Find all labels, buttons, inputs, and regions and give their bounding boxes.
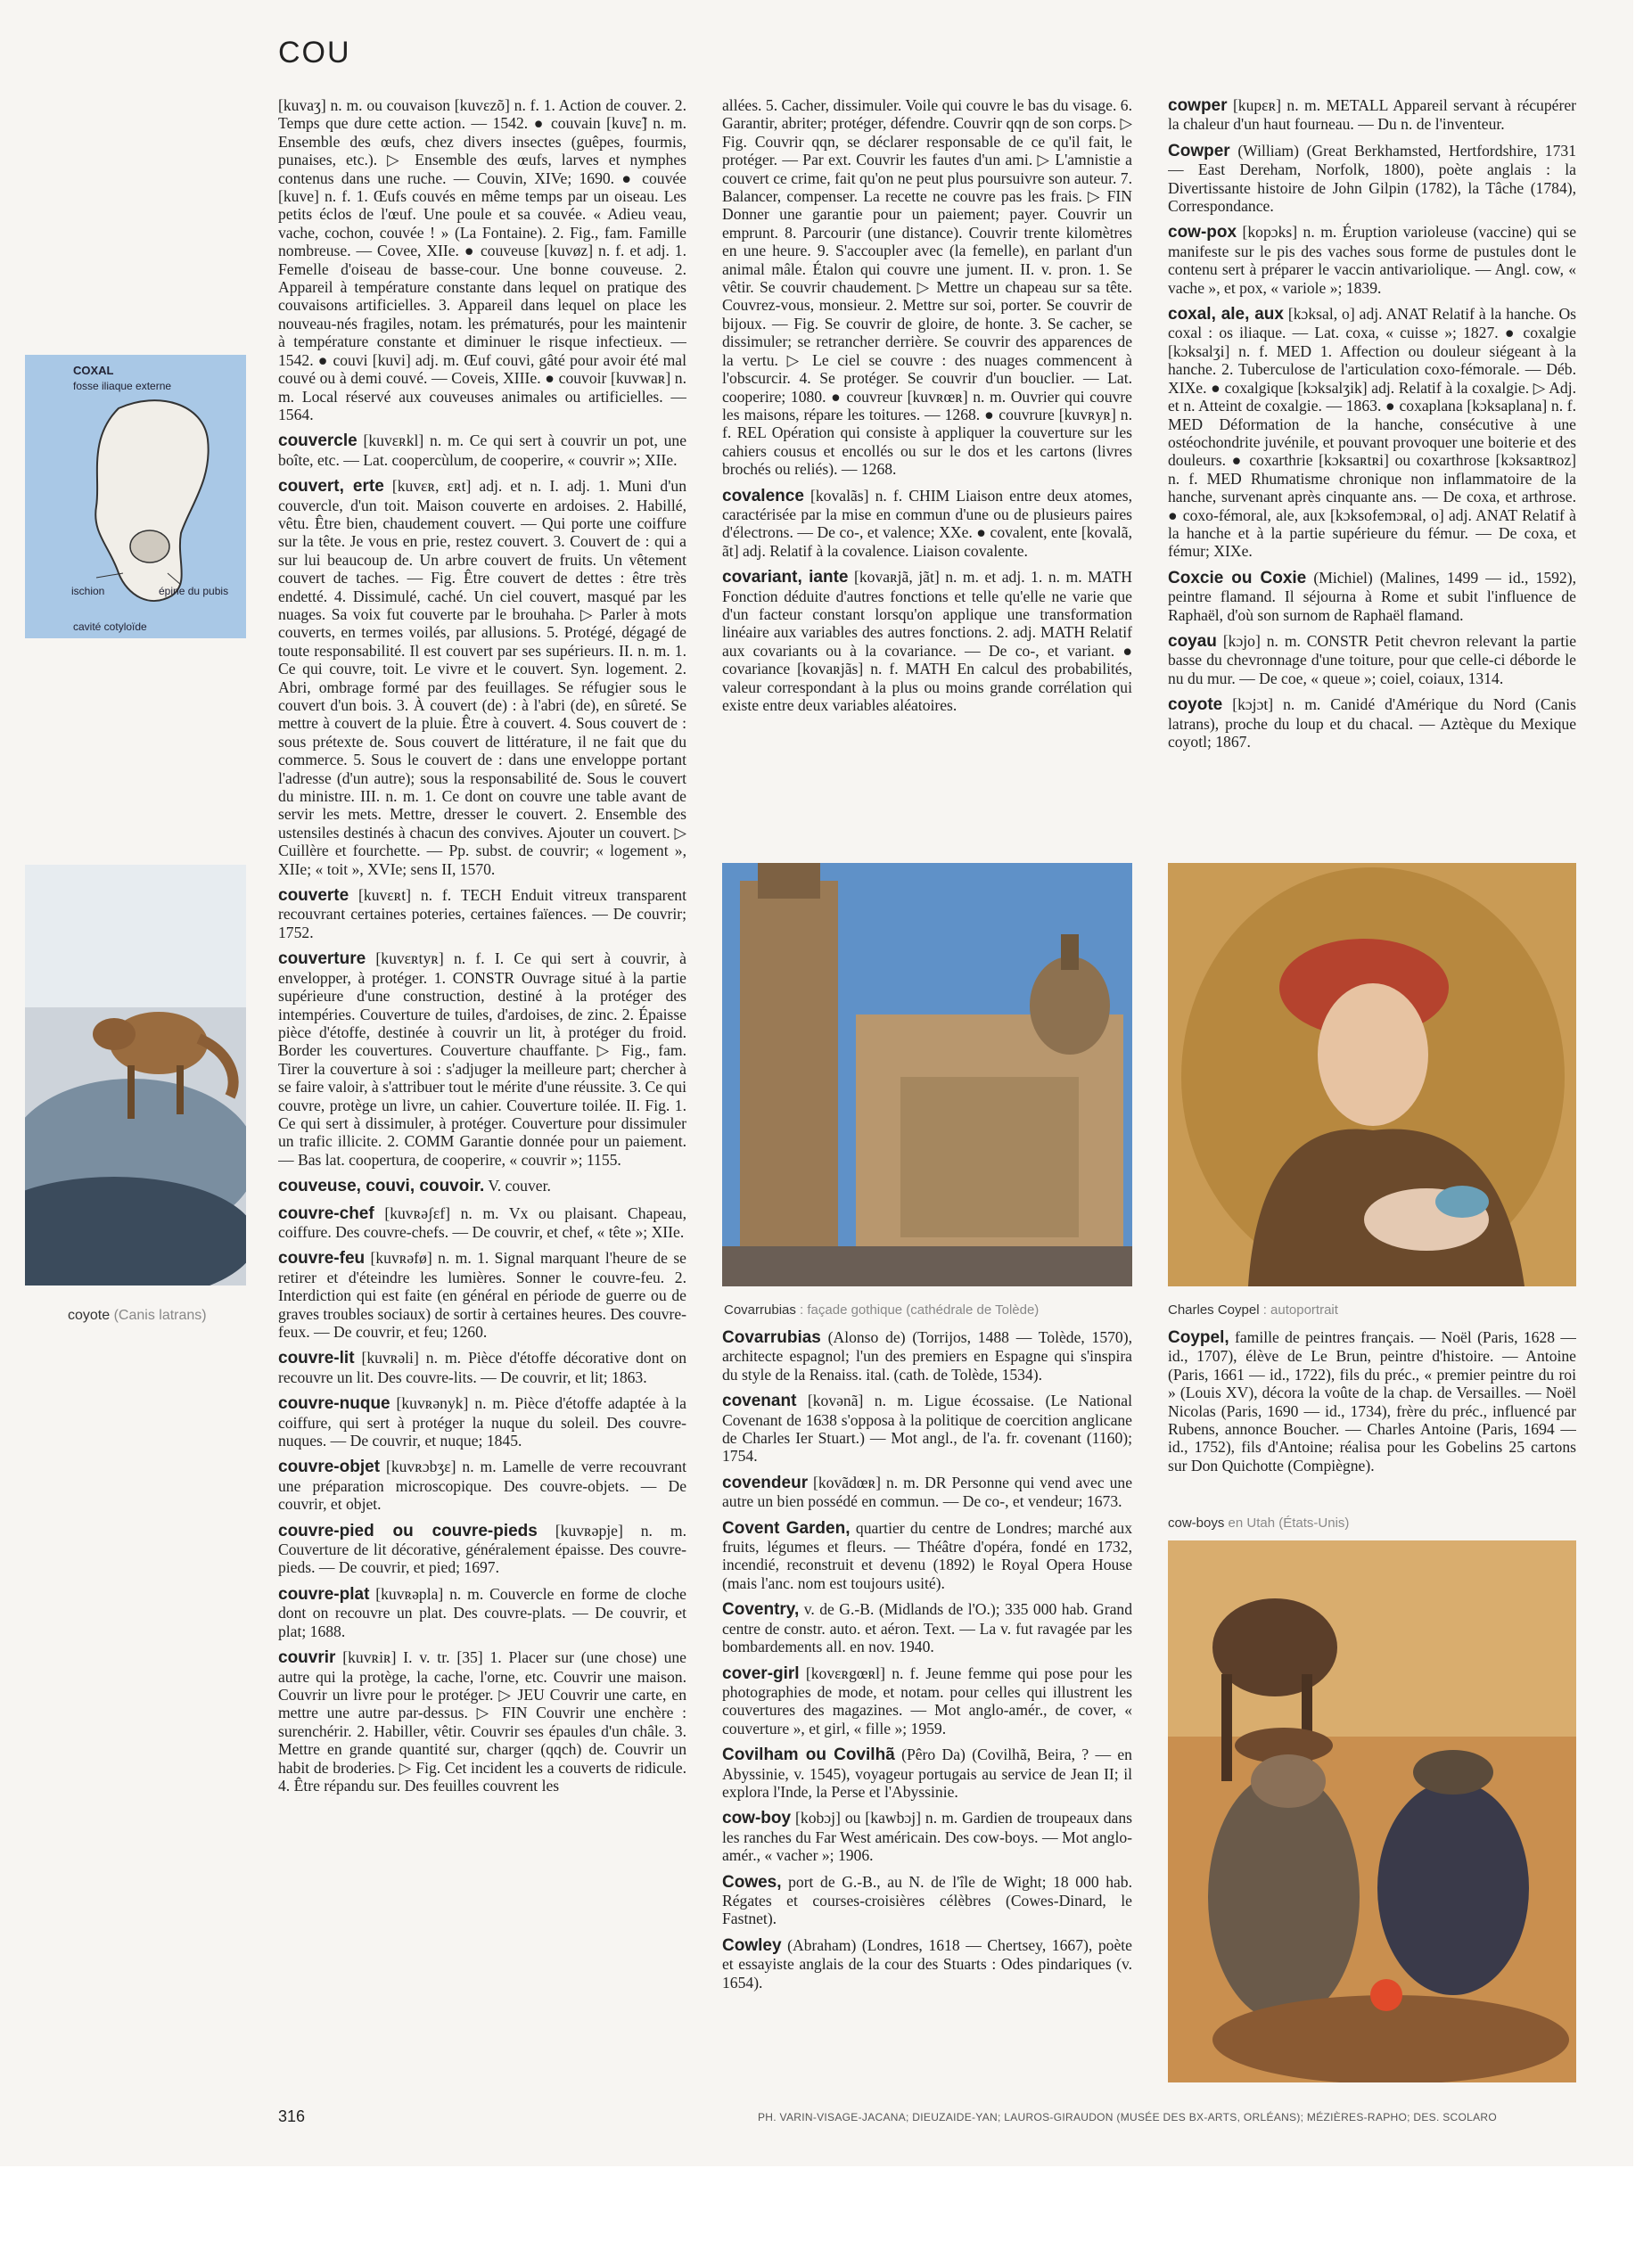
entry-headword: coyau	[1168, 631, 1217, 651]
dictionary-entry	[278, 1522, 686, 1577]
entry-body: [kuvεʀtyʀ] n. f. I. Ce qui sert à couvrir, à envelopper, à protéger. 1. CONSTR Ouvrage situé à la partie supérieure d'une construction, destiné à la protéger des intempéries. Couverture de tuiles, d'ardoises, de zinc. 2. Épaisse pièce d'étoffe, destinée à couvrir un lit, à protéger du froid. Border les couvertures. Couverture chauffante. ▷ Fig., fam. Tirer la couverture à soi : s'adjuger la meilleure part; chercher à se faire valoir, à s'attribuer tout le mérite d'une réussite. 3. Ce qui couvre, protège un livre, un cahier. Couverture toilée. II. Fig. 1. Ce qui sert à dissimuler, à protéger. Couverture pour dissimuler un trafic illicite. 2. COMM Garantie donnée pour un paiement. — Bas lat. coopertura, de cooperire, « couvrir »; 1155.	[278, 949, 686, 1169]
dictionary-entry	[278, 1249, 686, 1341]
dictionary-entry	[722, 1392, 1132, 1466]
entry-headword: Covarrubias	[722, 1328, 821, 1347]
entry-headword: Cowley	[722, 1935, 782, 1955]
entry-body: [kuvʀəʃεf] n. m. Vx ou plaisant. Chapeau, coiffure. Des couvre-chefs. — De couvrir, et chef, « tête »; XIIe.	[278, 1203, 686, 1241]
coxal-label-ischion: ischion	[71, 585, 105, 597]
entry-headword: Cowes,	[722, 1872, 782, 1892]
entry-headword: Coventry,	[722, 1600, 800, 1620]
column-3-top	[1168, 96, 1576, 863]
entry-headword: covariant, iante	[722, 568, 849, 587]
cathedral-photo-art	[722, 863, 1132, 1286]
entry-headword: covendeur	[722, 1473, 809, 1492]
entry-body: [kovãdœʀ] n. m. DR Personne qui vend avec une autre un bien possédé en commun. — De co-, et vendeur; 1673.	[722, 1473, 1132, 1511]
coxal-label-cotyloide: cavité cotyloïde	[73, 620, 147, 633]
dictionary-entry	[722, 1664, 1132, 1738]
caption-coyote	[68, 1308, 207, 1324]
dictionary-entry	[278, 949, 686, 1169]
entry-body: [kuvʀɔbʒε] n. m. Lamelle de verre recouvrant une préparation microscopique. Des couvre-objets. — De couvrir, et objet.	[278, 1458, 686, 1514]
caption-covarrubias-desc: : façade gothique (cathédrale de Tolède)	[800, 1302, 1040, 1318]
caption-cowboys-desc: en Utah (États-Unis)	[1228, 1515, 1350, 1531]
entry-body: [kopɔks] n. m. Éruption varioleuse (vaccine) qui se manifeste sur le pis des vaches sous forme de pustules dont le contenu sert à préparer le vaccin antivariolique. — Angl. cow, « vache », et pox, « variole »; 1839.	[1168, 223, 1576, 297]
entry-body: [kuvʀəpla] n. m. Couvercle en forme de cloche dont on recouvre un plat. Des couvre-plats. — De couvrir, et plat; 1688.	[278, 1584, 686, 1640]
dictionary-entry	[722, 1474, 1132, 1511]
entry-headword: couveuse, couvi, couvoir.	[278, 1177, 485, 1196]
entry-body: [kuvʀənyk] n. m. Pièce d'étoffe adaptée à la coiffure, qui sert à protéger la nuque du soleil. Des couvre-nuques. — De couvrir, et nuque; 1845.	[278, 1394, 686, 1450]
entry-headword: couvert, erte	[278, 477, 384, 497]
entry-headword: Cowper	[1168, 141, 1230, 160]
coxal-figure-title: COXAL	[73, 364, 114, 377]
entry-body: [kovaʀjã, jãt] n. m. et adj. 1. n. m. MATH Fonction déduite d'autres fonctions et telle qu'elle ne varie que d'un facteur constant lorsqu'on applique une transformation linéaire aux variables des autres fonctions. 2. adj. MATH Relatif aux covariants ou à la covariance. — De co-, et variant. ● covariance [kovaʀjãs] n. f. MATH En calcul des probabilités, valeur correspondant à la plus ou moins grande corrélation qui existe entre deux variables aléatoires.	[722, 568, 1132, 714]
dictionary-entry	[278, 1394, 686, 1450]
entry-headword: couvre-chef	[278, 1203, 374, 1223]
caption-coyote-name: coyote	[68, 1308, 111, 1323]
entry-headword: covenant	[722, 1392, 797, 1411]
dictionary-entry	[278, 1458, 686, 1513]
entry-body: [kuvaʒ] n. m. ou couvaison [kuvεzõ] n. f. 1. Action de couver. 2. Temps que dure cette action. — 1542. ● couvain [kuvε̃] n. m. Ensemble des œufs, chez divers insectes (guêpes, fourmis, punaises, etc.). ▷ Ensemble des œufs, larves et nymphes contenus dans une ruche. — Couvin, XIVe; 1690. ● couvée [kuve] n. f. 1. Œufs couvés en même temps par un oiseau. Les petits éclos de l'œuf. Une poule et sa couvée. « Adieu veau, vache, cochon, couvée ! » (La Fontaine). 2. Fig., fam. Famille nombreuse. — Covee, XIIe. ● couveuse [kuvøz] n. f. et adj. 1. Femelle d'oiseau de basse-cour. Une bonne couveuse. 2. Appareil à température constante dans lequel on pratique des couvaisons artificielles. 3. Appareil dans lequel on place les nouveau-nés fragiles, notam. les prématurés, pour les maintenir à température constante et diminuer le risque infectieux. — 1542. ● couvi [kuvi] adj. m. Œuf couvi, gâté pour avoir été mal couvé ou à demi couvé. — Coveis, XIIIe. ● couvoir [kuvwaʀ] n. m. Local réservé aux couveuses animales ou artificielles. — 1564.	[278, 96, 686, 423]
dictionary-entry	[722, 1519, 1132, 1593]
entry-body: [kovεʀgœʀl] n. f. Jeune femme qui pose pour les photographies de mode, et notam. pour celles qui illustrent les couvertures des magazines. — Mot anglo-amér., de cover, « couverture », et girl, « fille »; 1959.	[722, 1663, 1132, 1737]
entry-body: [kuvʀəfø] n. m. 1. Signal marquant l'heure de se retirer et d'éteindre les lumières. Sonner le couvre-feu. 2. Interdiction qui est faite (en général en période de guerre ou de graves troubles sociaux) de sortir à certaines heures. Des couvre-feux. — De couvrir, et feu; 1260.	[278, 1249, 686, 1341]
dictionary-entry	[278, 1177, 686, 1195]
dictionary-entry	[722, 487, 1132, 561]
covarrubias-cathedral-photo	[722, 863, 1132, 1286]
dictionary-entry	[278, 477, 686, 878]
dictionary-entry	[278, 1585, 686, 1640]
dictionary-entry	[278, 431, 686, 469]
dictionary-entry	[278, 886, 686, 941]
column-1	[278, 96, 686, 2098]
entry-body: quartier du centre de Londres; marché aux fruits, légumes et fleurs. — Théâtre d'opéra, fondé en 1732, incendié, reconstruit et devenu (1892) le Royal Opera House (mais l'anc. nom est toujours usité).	[722, 1518, 1132, 1592]
cowboys-photo-art	[1168, 1540, 1576, 2082]
entry-body: [kuvεʀ, εʀt] adj. et n. I. adj. 1. Muni d'un couvercle, d'un toit. Maison couverte en ardoises. 2. Habillé, vêtu. Être bien, chaudement couvert. — Qui porte une coiffure sur la tête. Je vous en prie, restez couvert. 3. Couvert de : qui a sur lui beaucoup de. Un arbre couvert de fruits. Un vêtement couvert de taches. — Fig. Être couvert de dettes : être très endetté. 4. Dissimulé, caché. Un ciel couvert, masqué par les nuages. Sa voix fut couverte par le brouhaha. ▷ Parler à mots couverts, en termes voilés, par allusions. 5. Protégé, dégagé de toute responsabilité. Il est couvert par ses supérieurs. II. n. m. 1. Ce qui couvre, toit. Le vivre et le couvert. Syn. logement. 2. Abri, ombrage formé par des feuillages. Se réfugier sous le couvert d'un bois. 3. À couvert (de) : à l'abri (de), en sûreté. Se mettre à couvert de la pluie. Être à couvert. 4. Sous couvert de : sous prétexte de. Sous couvert de littérature, il ne fait que du commerce. 5. Sous le couvert de : dans une enveloppe portant l'adresse (d'un autre); sous la responsabilité de. Sous le couvert du ministre. III. n. m. 1. Ce dont on couvre une table avant de servir les mets. Mettre, dresser le couvert. 2. Ensemble des ustensiles destinés à chacun des convives. Ajouter un couvert. ▷ Cuillère et fourchette. — Pp. subst. de couvrir; « logement », XIIe; « toit », XVIe; sens II, 1570.	[278, 477, 686, 878]
entry-headword: couvre-plat	[278, 1584, 370, 1604]
coyote-photo-art	[25, 865, 246, 1285]
coypel-portrait-art	[1168, 863, 1576, 1286]
entry-body: port de G.-B., au N. de l'île de Wight; 18 000 hab. Régates et courses-croisières célèbres (Cowes-Dinard, le Fastnet).	[722, 1872, 1132, 1928]
caption-covarrubias	[724, 1302, 1039, 1318]
entry-headword: cowper	[1168, 96, 1228, 115]
coxal-label-pubis: épine du pubis	[159, 585, 229, 597]
entry-body: [kuvεʀkl] n. m. Ce qui sert à couvrir un pot, une boîte, etc. — Lat. coopercùlum, de cooperire, « couvrir »; XIIe.	[278, 431, 686, 469]
caption-coypel	[1168, 1302, 1338, 1318]
column-2-bottom	[722, 1328, 1132, 2104]
entry-headword: cover-girl	[722, 1663, 800, 1683]
dictionary-entry	[1168, 96, 1576, 134]
entry-body: [kupεʀ] n. m. METALL Appareil servant à récupérer la chaleur d'un haut fourneau. — Du n. de l'inventeur.	[1168, 96, 1576, 134]
coyote-photo	[25, 865, 246, 1285]
caption-coypel-name: Charles Coypel	[1168, 1302, 1260, 1318]
caption-coyote-latin: (Canis latrans)	[113, 1308, 207, 1323]
entry-headword: couvre-pied ou couvre-pieds	[278, 1521, 538, 1540]
entry-body: allées. 5. Cacher, dissimuler. Voile qui couvre le bas du visage. 6. Garantir, abriter; protéger, défendre. Couvrir qqn de son corps. ▷ Fig. Couvrir qqn, se déclarer responsable de ce qu'il fait, le protéger. — Par ext. Couvrir les fautes d'un ami. ▷ L'amnistie a couvert ce crime, fait qu'on ne peut plus poursuivre son auteur. 7. Balancer, compenser. La recette ne couvre pas les frais. ▷ FIN Donner une garantie pour un paiement; payer. Couvrir un emprunt. 8. Parcourir (une distance). Couvrir trente kilomètres en une heure. 9. S'accoupler avec (la femelle), en parlant d'un animal mâle. Étalon qui couvre une jument. II. v. pron. 1. Se vêtir. Se couvrir chaudement. ▷ Mettre un chapeau sur sa tête. Couvrez-vous, monsieur. 2. Mettre sur soi, porter. Se couvrir de bijoux. — Fig. Se couvrir de gloire, de honte. 3. Se cacher, se dissimuler; se retrancher derrière. Se couvrir des apparences de la vertu. ▷ Le ciel se couvre : des nuages commencent à l'obscurcir. 4. Se protéger. Se couvrir d'un bouclier. — Lat. cooperire; 1080. ● couvreur [kuvʀœʀ] n. m. Ouvrier qui couvre les maisons, répare les toitures. — 1268. ● couvrure [kuvʀyʀ] n. f. REL Opération qui consiste à appliquer la couverture sur les cahiers cousus et encollés ou sur le dos et les cartons (livres brochés ou reliés). — 1268.	[722, 96, 1132, 479]
entry-body: [kovalãs] n. f. CHIM Liaison entre deux atomes, caractérisée par la mise en commun d'une ou de plusieurs paires d'électrons. — De co-, et valence; XXe. ● covalent, ente [kovalã, ãt] adj. Relatif à la covalence. Liaison covalente.	[722, 486, 1132, 560]
dictionary-entry	[1168, 632, 1576, 687]
entry-headword: couvre-objet	[278, 1458, 381, 1477]
coypel-portrait-photo	[1168, 863, 1576, 1286]
dictionary-entry	[1168, 695, 1576, 751]
dictionary-entry	[1168, 569, 1576, 624]
entry-body: (William) (Great Berkhamsted, Hertfordshire, 1731 — East Dereham, Norfolk, 1800), poète anglais : la Divertissante histoire de John Gilpin (1782), la Tâche (1784), Correspondance.	[1168, 141, 1576, 216]
dictionary-entry	[278, 96, 686, 423]
entry-body: [kobɔj] ou [kawbɔj] n. m. Gardien de troupeaux dans les ranches du Far West américain. Des cow-boys. — Mot anglo-amér., « vacher »; 1906.	[722, 1809, 1132, 1865]
caption-covarrubias-name: Covarrubias	[724, 1302, 796, 1318]
dictionary-entry	[278, 1349, 686, 1386]
entry-headword: couverte	[278, 886, 349, 906]
entry-headword: couverture	[278, 949, 366, 969]
caption-coypel-desc: : autoportrait	[1262, 1302, 1338, 1318]
entry-body: famille de peintres français. — Noël (Paris, 1628 — id., 1707), élève de Le Brun, peintre d'histoire. — Antoine (Paris, 1661 — id., 1722), fils du préc., « premier peintre du roi » (Louis XV), décora la voûte de la chap. de Versailles. — Noël Nicolas (Paris, 1690 — id., 1734), frère du préc., influencé par Rubens, annonce Boucher. — Charles Antoine (Paris, 1694 — id., 1752), fils d'Antoine; réalisa pour les Gobelins 25 cartons sur Don Quichotte (Compiègne).	[1168, 1328, 1576, 1474]
entry-headword: couvre-nuque	[278, 1394, 390, 1414]
entry-headword: Covilham ou Covilhã	[722, 1745, 895, 1765]
coxal-bone-illustration	[25, 355, 246, 638]
column-3-middle	[1168, 1328, 1576, 1511]
dictionary-entry	[722, 1745, 1132, 1801]
caption-cowboys	[1168, 1515, 1349, 1531]
dictionary-entry	[722, 96, 1132, 479]
coxal-label-fosse: fosse iliaque externe	[73, 380, 172, 392]
dictionary-entry	[722, 1936, 1132, 1992]
entry-body: [kuvʀiʀ] I. v. tr. [35] 1. Placer sur (une chose) une autre qui la protège, la cache, l'orne, etc. Couvrir une maison. Couvrir un livre pour le protéger. ▷ JEU Couvrir une carte, en mettre une autre par-dessus. ▷ FIN Couvrir une enchère : surenchérir. 2. Habiller, vêtir. Couvrir ses épaules d'un châle. 3. Mettre en grande quantité sur, charger (qqch) de. Couvrir un habit de broderies. ▷ Fig. Cet incident les a couverts de ridicule. 4. Être répandu sur. Des feuilles couvrent les	[278, 1648, 686, 1795]
entry-body: v. de G.-B. (Midlands de l'O.); 335 000 hab. Grand centre de constr. auto. et aéron. Text. — La v. fut ravagée par les bombardements all. en nov. 1940.	[722, 1600, 1132, 1656]
entry-body: [kɔksal, o] adj. ANAT Relatif à la hanche. Os coxal : os iliaque. — Lat. coxa, « cuisse »; 1827. ● coxalgie [kɔksalʒi] n. f. MED 1. Affection ou douleur siégeant à la hanche. 2. Tuberculose de l'articulation coxo-fémorale. — Déb. XIXe. ● coxalgique [kɔksalʒik] adj. Relatif à la coxalgie. ▷ Adj. et n. Atteint de coxalgie. — 1863. ● coxaplana [kɔksaplana] n. f. MED Déformation de la hanche, consécutive à une ostéochondrite juvénile, et pouvant provoquer une boiterie et des douleurs. ● coxarthrie [kɔksaʀtʀi] ou coxarthrose [kɔksaʀtʀoz] n. f. MED Rhumatisme chronique non inflammatoire de la hanche, survenant après cinquante ans. — De coxa, et arthrose. ● coxo-fémoral, ale, aux [kɔksofemɔʀal, o] adj. ANAT Relatif à la hanche et à la partie supérieure du fémur. — De coxa, et fémur; XIXe.	[1168, 305, 1576, 561]
cowboys-photo	[1168, 1540, 1576, 2082]
entry-headword: cow-boy	[722, 1809, 792, 1828]
entry-body: [kuvʀəpje] n. m. Couverture de lit décorative, généralement épaisse. Des couvre-pieds. — De couvrir, et pied; 1697.	[278, 1521, 686, 1577]
entry-headword: couvrir	[278, 1648, 336, 1668]
column-2-top	[722, 96, 1132, 863]
entry-body: (Pêro Da) (Covilhã, Beira, ? — en Abyssinie, v. 1545), voyageur portugais au service de Jean II; il explora l'Inde, la Perse et l'Abyssinie.	[722, 1745, 1132, 1801]
entry-headword: coyote	[1168, 695, 1223, 715]
entry-body: (Abraham) (Londres, 1618 — Chertsey, 1667), poète et essayiste anglais de la cour des Stuarts : Odes pindariques (v. 1654).	[722, 1935, 1132, 1992]
photo-credits: PH. VARIN-VISAGE-JACANA; DIEUZAIDE-YAN; LAUROS-GIRAUDON (MUSÉE DES BX-ARTS, ORLÉANS); MÉZIÈRES-RAPHO; DES. SCOLARO	[758, 2111, 1497, 2123]
dictionary-entry	[1168, 223, 1576, 297]
dictionary-entry	[278, 1648, 686, 1795]
dictionary-entry	[722, 1600, 1132, 1655]
entry-body: [kuvεʀt] n. f. TECH Enduit vitreux transparent recouvrant certaines poteries, certaines faïences. — De couvrir; 1752.	[278, 886, 686, 941]
dictionary-entry	[1168, 142, 1576, 216]
entry-headword: covalence	[722, 486, 804, 505]
entry-body: (Alonso de) (Torrijos, 1488 — Tolède, 1570), architecte espagnol; l'un des premiers en Espagne qui s'inspira du style de la Renaiss. ital. (cath. de Tolède, 1534).	[722, 1328, 1132, 1384]
entry-headword: couvercle	[278, 431, 358, 451]
entry-body: [kuvʀəli] n. m. Pièce d'étoffe décorative dont on recouvre un lit. Des couvre-lits. — De couvrir, et lit; 1863.	[278, 1349, 686, 1386]
entry-headword: Coypel,	[1168, 1328, 1229, 1347]
dictionary-entry	[722, 1328, 1132, 1384]
dictionary-entry	[722, 1809, 1132, 1864]
entry-headword: Covent Garden,	[722, 1518, 851, 1538]
entry-headword: coxal, ale, aux	[1168, 305, 1284, 324]
caption-cowboys-name: cow-boys	[1168, 1515, 1225, 1531]
dictionary-entry	[1168, 305, 1576, 561]
dictionary-entry	[278, 1204, 686, 1242]
entry-body: [kɔjɔt] n. m. Canidé d'Amérique du Nord (Canis latrans), proche du loup et du chacal. — Aztèque du Mexique coyotl; 1867.	[1168, 695, 1576, 751]
entry-body: [kovənã] n. m. Ligue écossaise. (Le National Covenant de 1638 s'opposa à la politique de coercition anglicane de Charles Ier Stuart.) — Mot angl., de l'a. fr. covenant (1160); 1754.	[722, 1392, 1132, 1466]
entry-headword: Coxcie ou Coxie	[1168, 568, 1307, 587]
entry-body: (Michiel) (Malines, 1499 — id., 1592), peintre flamand. Il séjourna à Rome et subit l'influence de Raphaël, d'où son surnom de Raphaël flamand.	[1168, 568, 1576, 624]
entry-body: V. couver.	[488, 1177, 551, 1195]
dictionary-entry	[722, 568, 1132, 714]
entry-headword: couvre-lit	[278, 1349, 355, 1368]
page-number: 316	[278, 2107, 306, 2125]
dictionary-entry	[722, 1873, 1132, 1928]
dictionary-entry	[1168, 1328, 1576, 1474]
page-header-title: COU	[278, 36, 351, 70]
entry-body: [kɔjo] n. m. CONSTR Petit chevron relevant la partie basse du chevronnage d'une toiture, pour que celle-ci déborde le nu du mur. — De coe, « queue »; coiel, coiaux, 1314.	[1168, 631, 1576, 687]
entry-headword: couvre-feu	[278, 1249, 366, 1269]
entry-headword: cow-pox	[1168, 223, 1237, 242]
